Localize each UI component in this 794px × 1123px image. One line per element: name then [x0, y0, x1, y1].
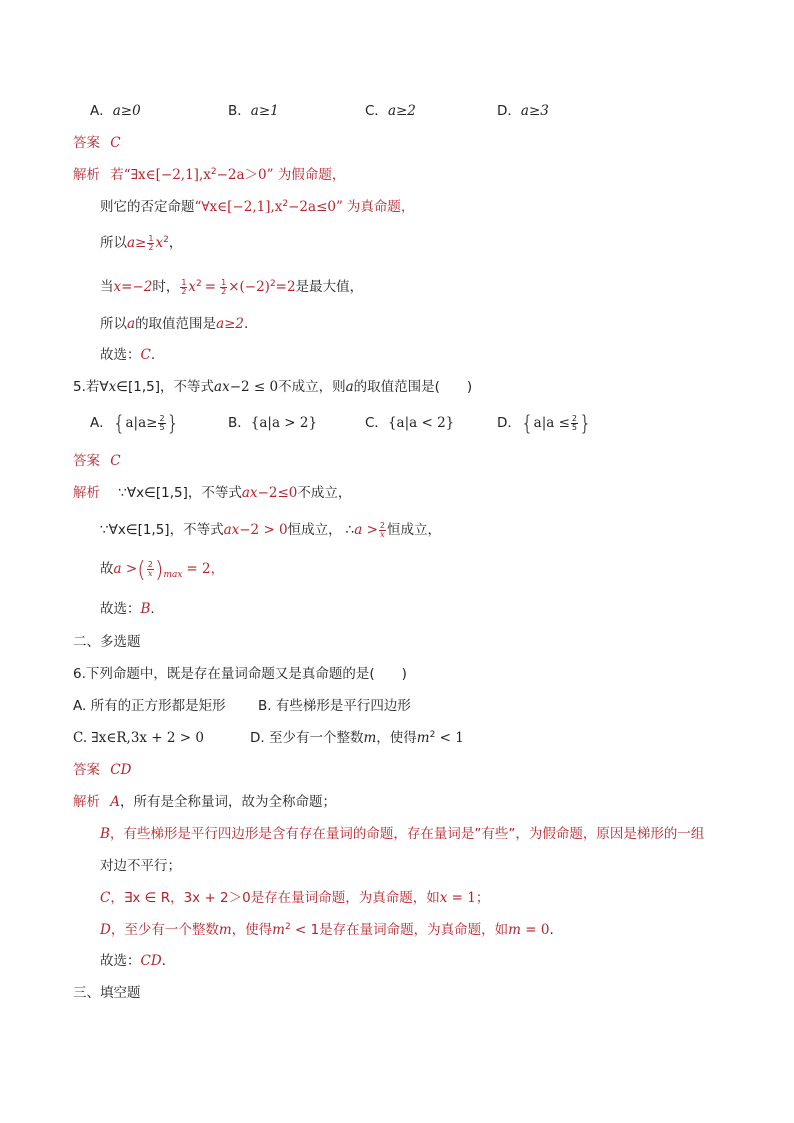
q6-option-d: D. 至少有一个整数m，使得$m^2 < 1$: [250, 730, 464, 746]
q4-solution-line-3: 所以a≥ $\frac{1}{2}$ $x^2$，: [100, 233, 183, 252]
answer-value: C: [110, 135, 121, 151]
q6-solution-line-4: C，∃x ∈ R，3x + 2＞0是存在量词命题，为真命题，如x = 1；: [100, 890, 490, 906]
q6-stem: 6.下列命题中，既是存在量词命题又是真命题的是( ): [73, 666, 407, 682]
q4-option-b: B．a≥1: [228, 103, 279, 119]
solution-label: 解析: [73, 794, 100, 810]
q6-option-b: B. 有些梯形是平行四边形: [258, 698, 411, 714]
q5-option-b: B．{a|a > 2}: [228, 415, 318, 431]
q6-solution-line-1: 解析 A，所有是全称量词，故为全称命题；: [73, 794, 337, 810]
q5-option-a: A．{a|a≥ $\frac{2}{5}$ }: [90, 411, 180, 435]
solution-label: 解析: [73, 485, 100, 501]
q4-solution-line-1: 解析 若“$\exists x\in[-2,1],x^2-2a>0$” 为假命题，: [73, 167, 346, 183]
section-heading-fill-blank: 三、填空题: [73, 985, 141, 1001]
q4-solution-line-4: 当x=−2时， $\frac{1}{2}$ $x^2$ = $\frac{1}{2}$ $\times(-2)^2=2$是最大值，: [100, 277, 364, 296]
q5-answer: [73, 452, 121, 470]
q6-answer: [73, 761, 131, 779]
q4-solution-line-5: 所以a的取值范围是a≥2.: [100, 316, 249, 332]
answer-label: 答案: [73, 762, 100, 778]
answer-value: C: [110, 453, 121, 469]
q4-option-c: C．a≥2: [365, 103, 416, 119]
q6-solution-line-6: 故选：CD.: [100, 953, 166, 969]
q6-option-c: C. ∃x∈R,3x + 2 > 0: [73, 730, 204, 746]
solution-label: 解析: [73, 167, 100, 183]
q5-solution-line-3: 故a >( $\frac{2}{x}$ )$_{max} = 2$，: [100, 558, 225, 583]
q5-option-c: C．{a|a < 2}: [365, 415, 455, 431]
answer-label: 答案: [73, 135, 100, 151]
q4-answer: [73, 134, 121, 152]
q5-solution-line-1: 解析 ∵∀x∈[1,5]，不等式ax−2≤0不成立，: [73, 485, 352, 501]
q6-option-a: A. 所有的正方形都是矩形: [73, 698, 226, 714]
q5-stem: 5.若∀x∈[1,5]，不等式ax−2 ≤ 0不成立，则a的取值范围是( ): [73, 379, 473, 395]
q5-solution-line-4: 故选：B.: [100, 601, 155, 617]
answer-value: CD: [110, 762, 132, 778]
q6-solution-line-2: B，有些梯形是平行四边形是含有存在量词的命题，存在量词是”有些”，为假命题，原因是梯形的一组: [100, 826, 705, 842]
answer-label: 答案: [73, 453, 100, 469]
section-heading-multi-choice: 二、多选题: [73, 634, 141, 650]
q4-option-a: A．a≥0: [90, 103, 141, 119]
q4-option-d: D．a≥3: [497, 103, 549, 119]
q4-solution-line-6: 故选：C.: [100, 347, 156, 363]
q4-solution-line-2: 则它的否定命题“$\forall x\in[-2,1],x^2-2a\le 0$” 为真命题，: [100, 199, 415, 215]
q5-option-d: D．{a|a ≤ $\frac{2}{5}$ }: [497, 411, 592, 435]
q6-solution-line-3: 对边不平行；: [100, 858, 181, 874]
q5-solution-line-2: ∵∀x∈[1,5]，不等式ax−2 > 0恒成立， ∴a > $\frac{2}{x}$ 恒成立，: [100, 520, 441, 539]
q6-solution-line-5: D，至少有一个整数m，使得$m^2 < 1$是存在量词命题，为真命题，如m = 0.: [100, 922, 554, 938]
